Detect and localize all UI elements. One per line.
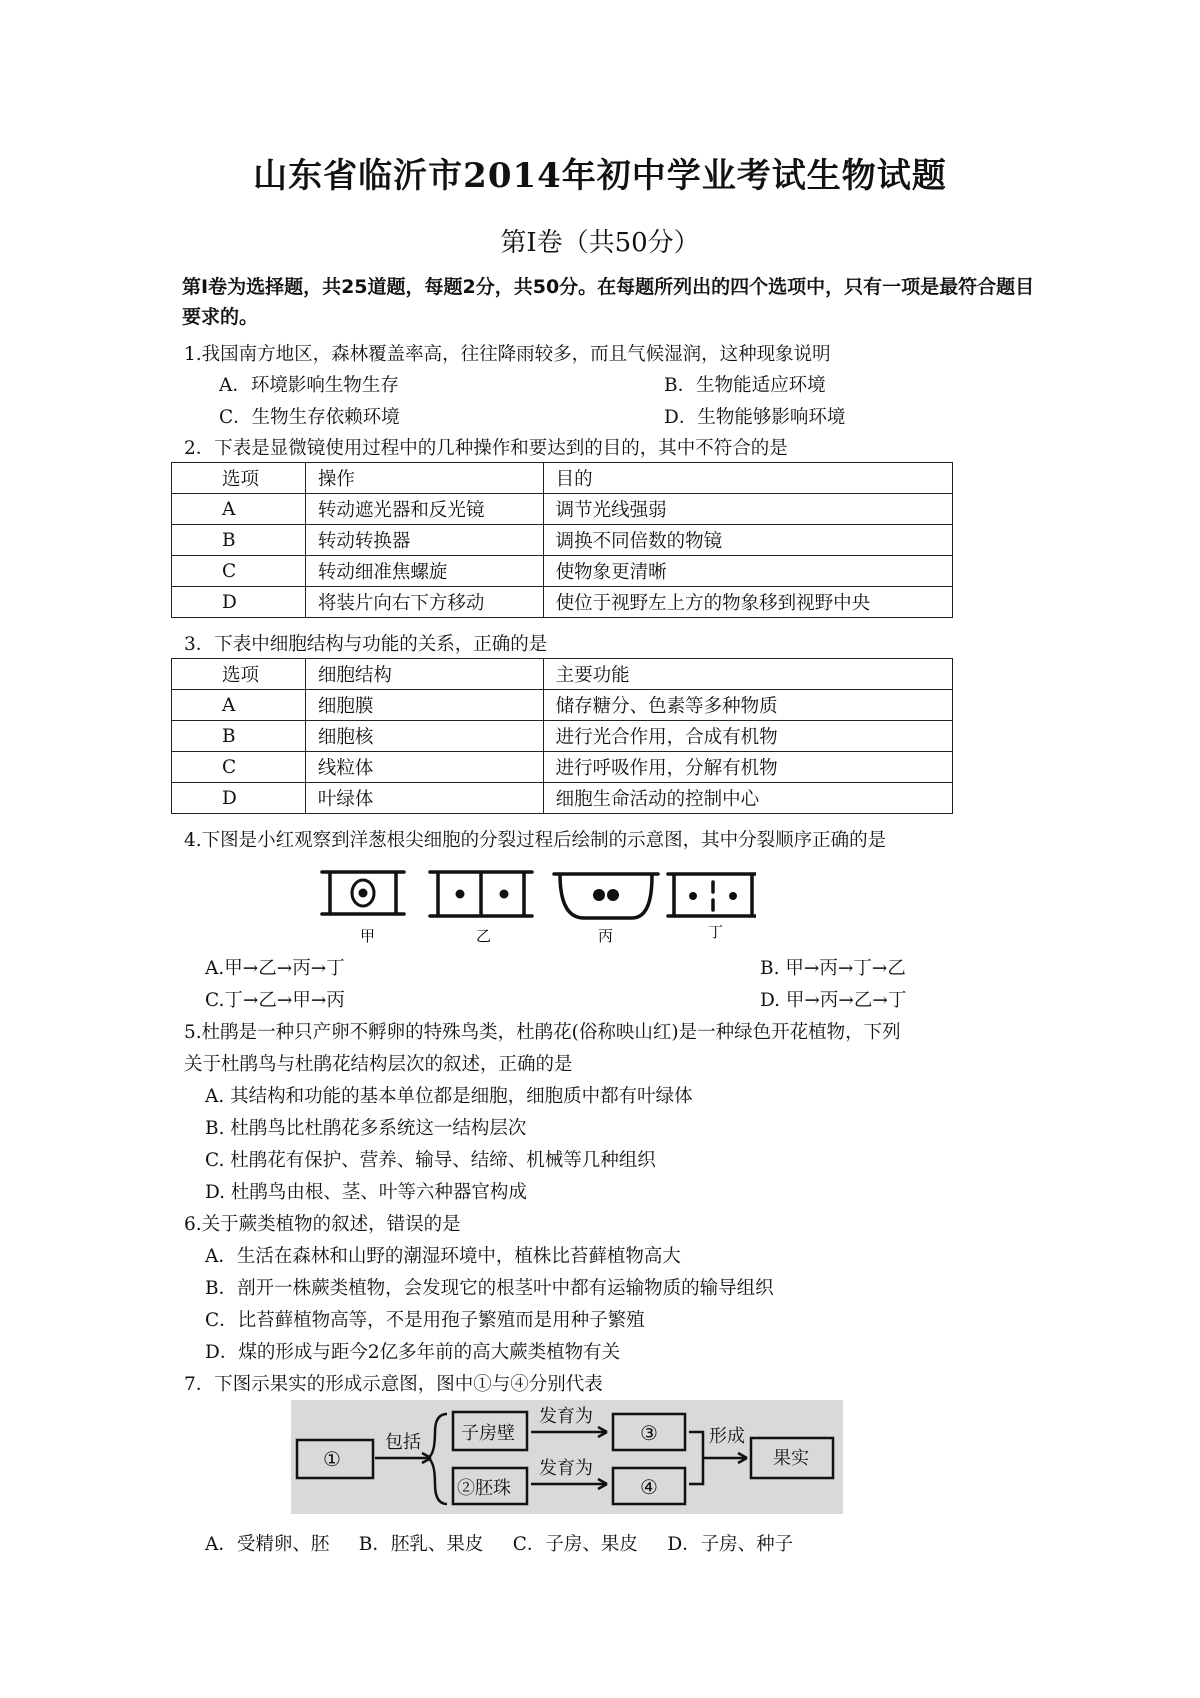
q3-table [171,658,953,814]
fig-node-1: ① [323,1447,341,1471]
q1-option-a: A．环境影响生物生存 [219,375,399,396]
q6-option-a: A．生活在森林和山野的潮湿环境中，植株比苔藓植物高大 [205,1246,681,1267]
table-cell: 调换不同倍数的物镜 [543,525,952,556]
table-header-row [172,463,953,494]
table-cell: D [172,587,306,618]
fig-label-ding: 丁 [708,923,724,941]
table-header-cell: 选项 [172,659,306,690]
table-cell: C [172,556,306,587]
table-header-row [172,659,953,690]
fig-label-develop-1: 发育为 [539,1406,593,1427]
fruit-formation-figure [291,1400,843,1514]
section-instructions: 第Ⅰ卷为选择题，共25道题，每题2分，共50分。在每题所列出的四个选项中，只有一项是最符合题目要求的。 [182,276,1035,328]
table-cell: 叶绿体 [305,783,543,814]
table-header-cell: 主要功能 [543,659,952,690]
cell-division-figure [316,864,756,946]
q7-options: A．受精卵、胚 B．胚乳、果皮 C．子房、果皮 D．子房、种子 [205,1534,794,1555]
fig-node-4: ④ [640,1475,658,1499]
q1-option-d: D．生物能够影响环境 [664,407,846,428]
table-cell: 转动转换器 [305,525,543,556]
fig-label-include: 包括 [385,1432,421,1453]
q2-stem: 2．下表是显微镜使用过程中的几种操作和要达到的目的，其中不符合的是 [184,438,788,459]
table-cell: 进行呼吸作用，分解有机物 [543,752,952,783]
q4-option-a: A.甲→乙→丙→丁 [205,958,345,979]
q5-option-d: D. 杜鹃鸟由根、茎、叶等六种器官构成 [205,1182,527,1203]
section-subtitle: 第Ⅰ卷（共50分） [500,228,700,258]
q4-stem: 4.下图是小红观察到洋葱根尖细胞的分裂过程后绘制的示意图，其中分裂顺序正确的是 [184,830,887,851]
table-cell: C [172,752,306,783]
table-cell: D [172,783,306,814]
fig-node-ovule: ②胚珠 [457,1478,511,1499]
table-row [172,783,953,814]
q6-option-b: B．剖开一株蕨类植物，会发现它的根茎叶中都有运输物质的输导组织 [205,1278,774,1299]
table-row [172,690,953,721]
q2-table [171,462,953,618]
table-cell: 将装片向右下方移动 [305,587,543,618]
table-cell: A [172,494,306,525]
page-title: 山东省临沂市2014年初中学业考试生物试题 [253,156,947,196]
q4-option-d: D. 甲→丙→乙→丁 [760,990,907,1011]
q6-stem: 6.关于蕨类植物的叙述，错误的是 [184,1214,461,1235]
table-header-cell: 目的 [543,463,952,494]
fig-node-ovary-wall: 子房壁 [461,1423,515,1444]
q4-option-c: C.丁→乙→甲→丙 [205,990,345,1011]
fig-label-develop-2: 发育为 [539,1458,593,1479]
table-cell: 细胞生命活动的控制中心 [543,783,952,814]
q5-option-c: C. 杜鹃花有保护、营养、输导、结缔、机械等几种组织 [205,1150,656,1171]
table-cell: 细胞膜 [305,690,543,721]
q1-stem: 1.我国南方地区，森林覆盖率高，往往降雨较多，而且气候湿润，这种现象说明 [184,344,831,365]
fig-node-fruit: 果实 [773,1448,809,1469]
table-cell: 使物象更清晰 [543,556,952,587]
table-row [172,556,953,587]
table-header-cell: 细胞结构 [305,659,543,690]
fig-label-jia: 甲 [360,927,376,945]
q5-stem-line2: 关于杜鹃鸟与杜鹃花结构层次的叙述，正确的是 [184,1054,573,1075]
table-row [172,525,953,556]
fig-label-yi: 乙 [476,927,492,945]
table-cell: 细胞核 [305,721,543,752]
q4-option-b: B. 甲→丙→丁→乙 [760,958,906,979]
table-cell: 调节光线强弱 [543,494,952,525]
table-cell: 进行光合作用，合成有机物 [543,721,952,752]
table-cell: B [172,721,306,752]
q7-stem: 7．下图示果实的形成示意图，图中①与④分别代表 [184,1374,603,1395]
table-cell: 线粒体 [305,752,543,783]
q1-option-b: B．生物能适应环境 [664,375,826,396]
table-header-cell: 选项 [172,463,306,494]
table-cell: A [172,690,306,721]
q1-option-c: C．生物生存依赖环境 [219,407,400,428]
fig-label-bing: 丙 [598,927,614,945]
table-row [172,587,953,618]
table-cell: 使位于视野左上方的物象移到视野中央 [543,587,952,618]
q6-option-c: C．比苔藓植物高等，不是用孢子繁殖而是用种子繁殖 [205,1310,645,1331]
table-row [172,721,953,752]
q6-option-d: D．煤的形成与距今2亿多年前的高大蕨类植物有关 [205,1342,621,1363]
fig-label-form: 形成 [709,1426,745,1447]
table-row [172,494,953,525]
table-row [172,752,953,783]
q3-stem: 3．下表中细胞结构与功能的关系，正确的是 [184,634,548,655]
fig-node-3: ③ [640,1421,658,1445]
table-cell: 转动细准焦螺旋 [305,556,543,587]
q5-option-a: A. 其结构和功能的基本单位都是细胞，细胞质中都有叶绿体 [205,1086,693,1107]
q5-stem-line1: 5.杜鹃是一种只产卵不孵卵的特殊鸟类，杜鹃花(俗称映山红)是一种绿色开花植物，下列 [184,1022,901,1043]
q5-option-b: B. 杜鹃鸟比杜鹃花多系统这一结构层次 [205,1118,527,1139]
table-cell: 转动遮光器和反光镜 [305,494,543,525]
table-cell: 储存糖分、色素等多种物质 [543,690,952,721]
table-cell: B [172,525,306,556]
table-header-cell: 操作 [305,463,543,494]
